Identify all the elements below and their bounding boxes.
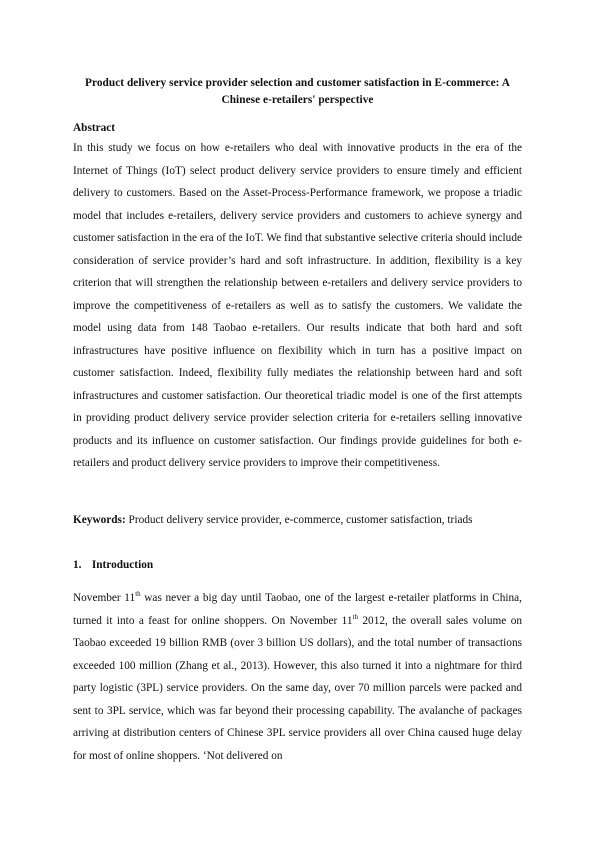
section-heading-introduction: [73, 557, 153, 573]
intro-text-c: 2012, the overall sales volume on Taobao exceeded 19 billion RMB (over 3 billion US dollars), and the total number of transactions exceeded 100 million (Zhang et al., 2013). However, this also turned it into a nightmare for third party logistic (3PL) service providers. On the same day, over 70 million parcels were packed and sent to 3PL service, which was far beyond their processing capability. The avalanche of packages arriving at distribution centers of Chinese 3PL service providers all over China caused huge delay for most of online shoppers. ‘Not delivered on: [73, 614, 522, 762]
intro-text-b: was never a big day until Taobao, one of the largest e-retailer platforms in China, turned it into a feast for online shoppers. On November 11: [73, 592, 522, 627]
keywords: [73, 512, 525, 528]
title-line-1: Product delivery service provider selection and customer satisfaction in E-commerce: A: [85, 77, 510, 89]
abstract-body: In this study we focus on how e-retailers who deal with innovative products in the era of the Internet of Things (IoT) select product delivery service providers to ensure timely and efficient delivery to customers. Based on the Asset-Process-Performance framework, we propose a triadic model that includes e-retailers, delivery service providers and customers to achieve synergy and customer satisfaction in the era of the IoT. We find that substantive selective criteria should include consideration of service provider’s hard and soft infrastructure. In addition, flexibility is a key criterion that will strengthen the relationship between e-retailers and delivery service providers to improve the competitiveness of e-retailers as well as to satisfy the customers. We validate the model using data from 148 Taobao e-retailers. Our results indicate that both hard and soft infrastructures have positive influence on flexibility which in turn has a positive impact on customer satisfaction. Indeed, flexibility fully mediates the relationship between hard and soft infrastructures and customer satisfaction. Our theoretical triadic model is one of the first attempts in providing product delivery service provider selection criteria for e-retailers selling innovative products and its influence on customer satisfaction. Our findings provide guidelines for both e-retailers and product delivery service providers to improve their competitiveness.: [73, 142, 522, 469]
title-line-2: Chinese e-retailers' perspective: [221, 93, 374, 106]
keywords-text: Product delivery service provider, e-commerce, customer satisfaction, triads: [125, 514, 473, 526]
section-number: 1.: [73, 559, 82, 571]
introduction-paragraph: [73, 587, 522, 767]
section-title: Introduction: [91, 559, 154, 571]
abstract-heading: Abstract: [73, 122, 116, 134]
intro-text-a: November 11: [73, 592, 136, 604]
keywords-label: Keywords:: [73, 514, 126, 526]
paper-title: [70, 75, 525, 108]
intro-sup-1: th: [135, 590, 141, 599]
intro-sup-2: th: [352, 612, 359, 621]
